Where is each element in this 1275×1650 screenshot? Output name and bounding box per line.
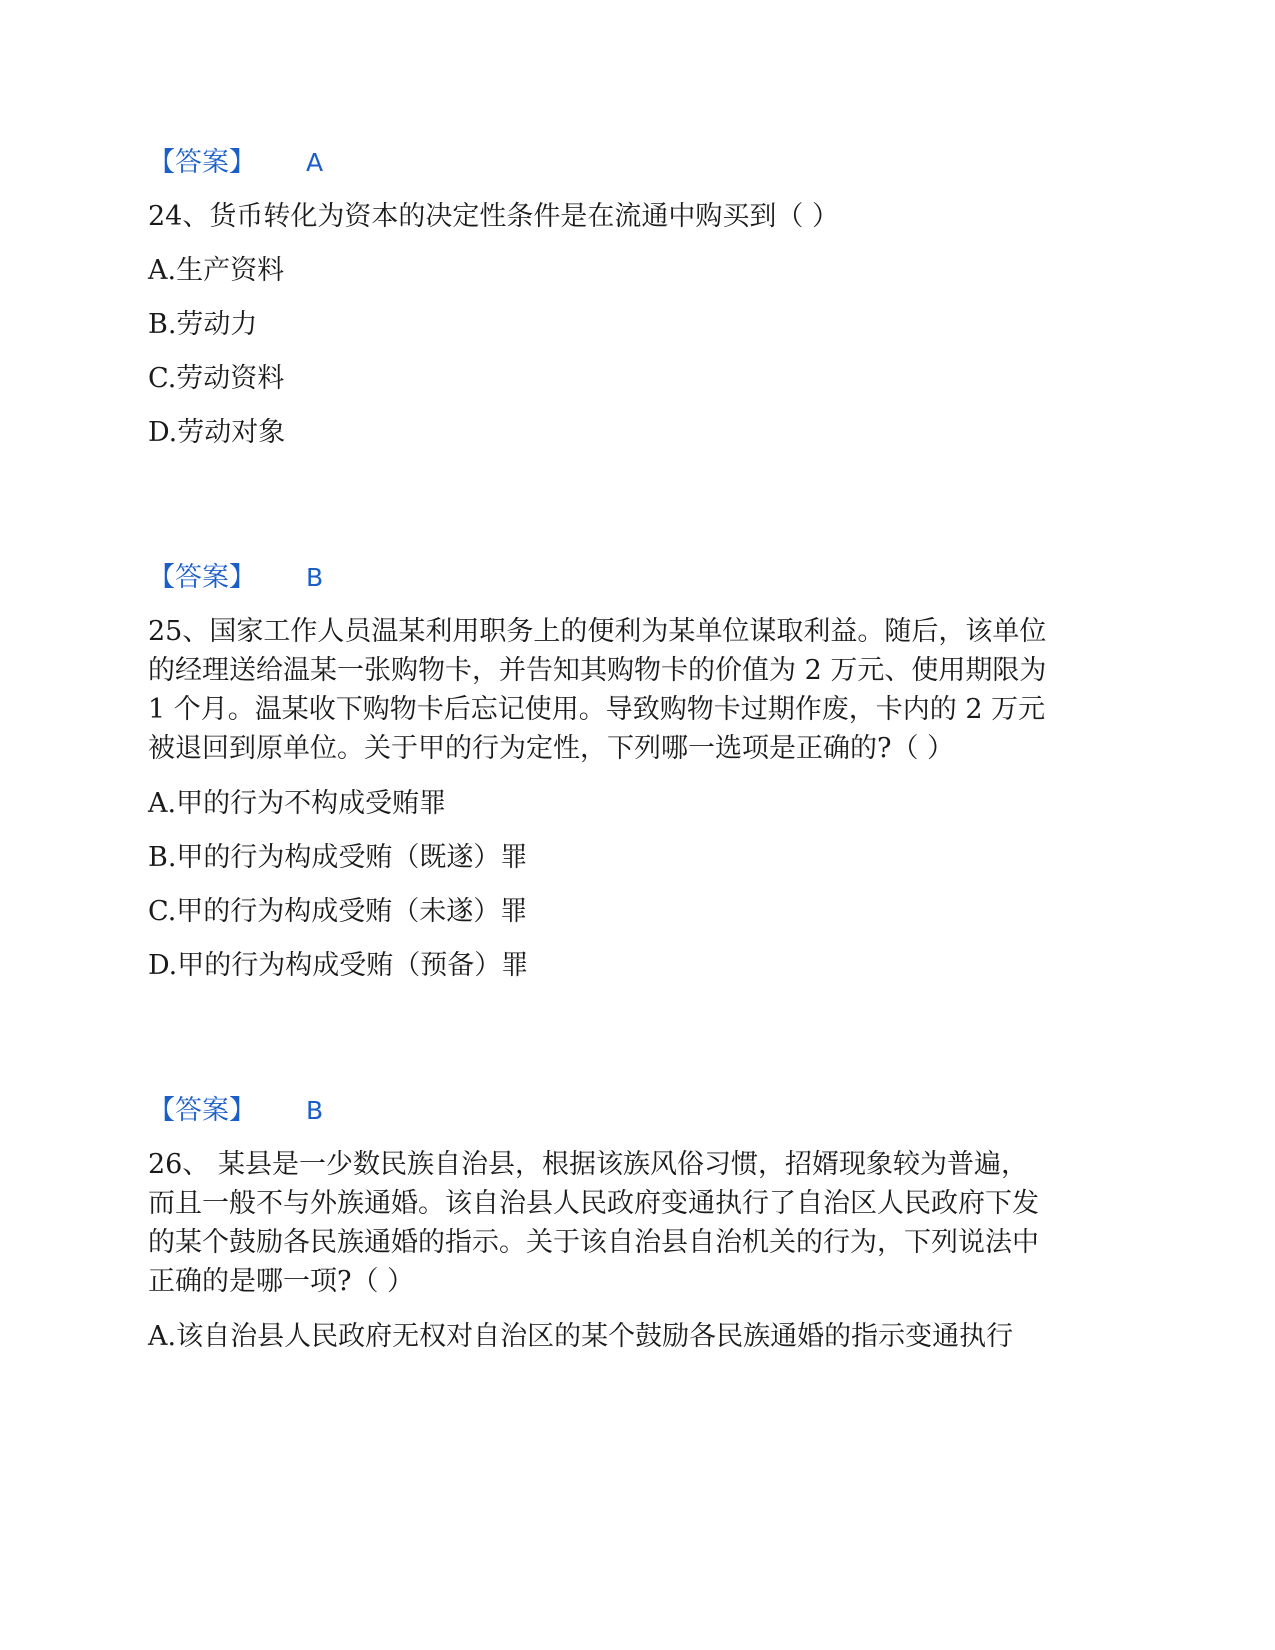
- answer-row: [148, 558, 323, 598]
- answer-value: B: [306, 1096, 324, 1125]
- question-25-option-c: C.甲的行为构成受贿（未遂）罪: [148, 896, 528, 927]
- question-25-stem-line: 被退回到原单位。关于甲的行为定性，下列哪一选项是正确的?（ ）: [148, 733, 955, 764]
- question-24-stem: 24、货币转化为资本的决定性条件是在流通中购买到（ ）: [148, 201, 839, 232]
- question-24-option-d: D.劳动对象: [148, 417, 286, 448]
- answer-value: B: [306, 563, 324, 592]
- question-25-stem-line: 的经理送给温某一张购物卡，并告知其购物卡的价值为 2 万元、使用期限为: [148, 655, 1047, 686]
- question-25-option-d: D.甲的行为构成受贿（预备）罪: [148, 950, 529, 981]
- question-26-stem-line: 的某个鼓励各民族通婚的指示。关于该自治县自治机关的行为，下列说法中: [148, 1227, 1039, 1258]
- question-26-stem-line: 26、 某县是一少数民族自治县，根据该族风俗习惯，招婿现象较为普遍，: [148, 1149, 1028, 1180]
- question-26-stem-line: 正确的是哪一项?（ ）: [148, 1266, 415, 1297]
- question-24-option-c: C.劳动资料: [148, 363, 285, 394]
- answer-label: 【答案】: [148, 147, 256, 178]
- question-25-option-b: B.甲的行为构成受贿（既遂）罪: [148, 842, 528, 873]
- answer-label: 【答案】: [148, 562, 256, 593]
- question-26-stem-line: 而且一般不与外族通婚。该自治县人民政府变通执行了自治区人民政府下发: [148, 1188, 1039, 1219]
- question-25-option-a: A.甲的行为不构成受贿罪: [148, 788, 447, 819]
- question-25-stem-line: 25、国家工作人员温某利用职务上的便利为某单位谋取利益。随后，该单位: [148, 616, 1047, 647]
- question-26-option-a: A.该自治县人民政府无权对自治区的某个鼓励各民族通婚的指示变通执行: [148, 1321, 1014, 1352]
- question-24-option-b: B.劳动力: [148, 309, 258, 340]
- answer-row: [148, 1091, 323, 1131]
- answer-value: A: [306, 148, 324, 177]
- answer-row: [148, 143, 323, 183]
- question-25-stem-line: 1 个月。温某收下购物卡后忘记使用。导致购物卡过期作废，卡内的 2 万元: [148, 694, 1046, 725]
- question-24-option-a: A.生产资料: [148, 255, 285, 286]
- answer-label: 【答案】: [148, 1095, 256, 1126]
